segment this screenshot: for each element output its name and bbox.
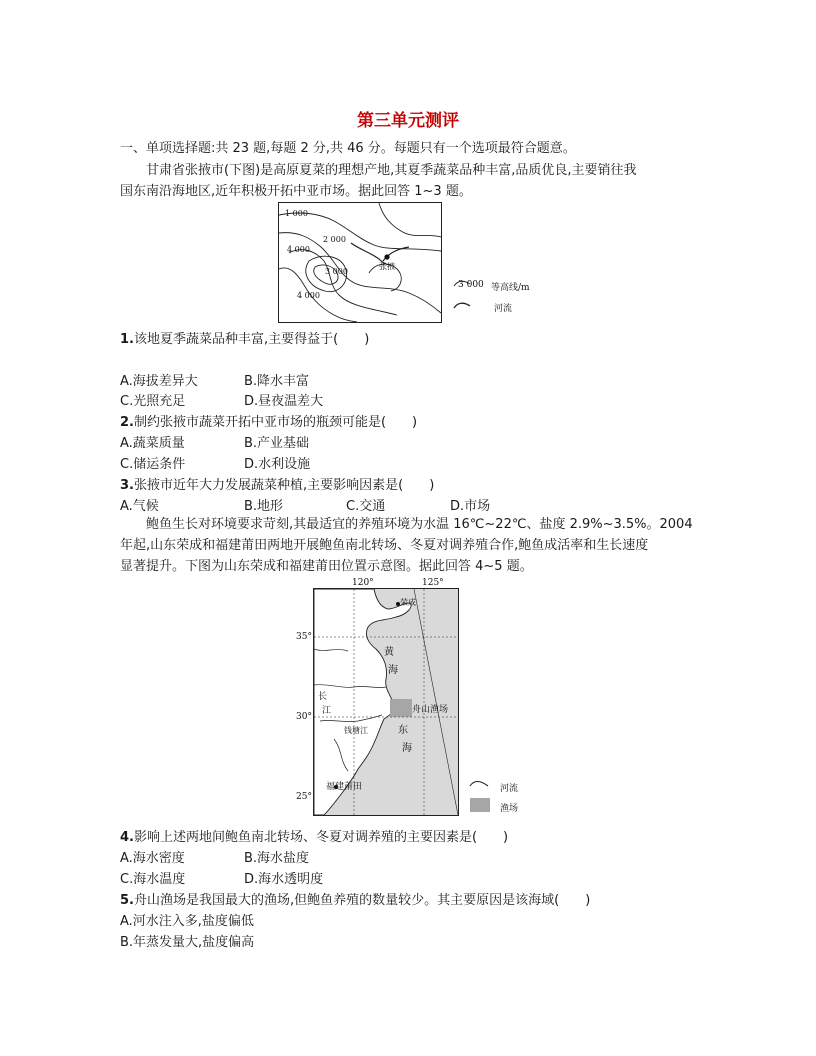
contour-label: 2 000 [323, 235, 346, 244]
contour-label: 4 000 [287, 245, 310, 254]
latitude-label: 35° [296, 632, 312, 642]
q3-option-c[interactable]: C.交通 [346, 499, 386, 514]
place-rongcheng: 荣成 [400, 598, 416, 607]
river-legend-label: 河流 [500, 784, 519, 794]
question-1 [120, 328, 369, 347]
place-qiantang-river: 钱塘江 [344, 726, 368, 735]
place-huanghai: 黄 [384, 647, 394, 658]
question-stem: 该地夏季蔬菜品种丰富,主要得益于( ) [133, 332, 370, 347]
question-number: 5. [120, 893, 134, 908]
page-title: 第三单元测评 [357, 111, 459, 131]
passage2-line1: 鲍鱼生长对环境要求苛刻,其最适宜的养殖环境为水温 16℃~22℃、盐度 2.9%~3.5%。2004 [146, 517, 693, 532]
question-number: 2. [120, 415, 134, 430]
question-stem: 制约张掖市蔬菜开拓中亚市场的瓶颈可能是( ) [133, 415, 418, 430]
fishery-legend-icon [470, 798, 490, 812]
contour-lines [279, 203, 441, 322]
q4-option-d[interactable]: D.海水透明度 [244, 872, 324, 887]
fishery-legend-label: 渔场 [500, 804, 519, 814]
q2-option-b[interactable]: B.产业基础 [244, 436, 310, 451]
question-number: 4. [120, 830, 134, 845]
contour-legend-value: 3 000 [458, 280, 484, 290]
river-legend-label: 河流 [494, 304, 513, 314]
section-heading: 一、单项选择题:共 23 题,每题 2 分,共 46 分。每题只有一个选项最符合题意。 [120, 141, 576, 156]
longitude-label: 120° [352, 578, 374, 588]
passage1-line1: 甘肃省张掖市(下图)是高原夏菜的理想产地,其夏季蔬菜品种丰富,品质优良,主要销往我 [146, 163, 637, 178]
contour-label: 1 000 [285, 209, 308, 218]
q1-option-a[interactable]: A.海拔差异大 [120, 374, 198, 389]
question-5 [120, 889, 590, 908]
q4-option-c[interactable]: C.海水温度 [120, 872, 186, 887]
question-4 [120, 826, 508, 845]
contour-label: 4 000 [297, 291, 320, 300]
place-donghai: 海 [402, 743, 412, 754]
q3-option-d[interactable]: D.市场 [450, 499, 491, 514]
question-2 [120, 411, 417, 430]
place-donghai: 东 [398, 725, 408, 736]
zhangye-contour-map [278, 202, 442, 323]
contour-label: 3 000 [325, 267, 348, 276]
q4-option-a[interactable]: A.海水密度 [120, 851, 185, 866]
longitude-label: 125° [422, 578, 444, 588]
question-number: 3. [120, 478, 134, 493]
q1-option-d[interactable]: D.昼夜温差大 [244, 394, 324, 409]
q5-option-a[interactable]: A.河水注入多,盐度偏低 [120, 914, 254, 929]
q2-option-d[interactable]: D.水利设施 [244, 457, 311, 472]
question-stem: 张掖市近年大力发展蔬菜种植,主要影响因素是( ) [133, 478, 435, 493]
river-legend-icon [454, 303, 470, 308]
q5-option-b[interactable]: B.年蒸发量大,盐度偏高 [120, 935, 255, 950]
latitude-label: 25° [296, 792, 312, 802]
q2-option-c[interactable]: C.储运条件 [120, 457, 186, 472]
q1-option-c[interactable]: C.光照充足 [120, 394, 186, 409]
place-changjiang: 长 [318, 692, 328, 702]
place-putian: 福建莆田 [326, 782, 363, 792]
question-stem: 舟山渔场是我国最大的渔场,但鲍鱼养殖的数量较少。其主要原因是该海域( ) [133, 893, 591, 908]
place-huanghai: 海 [388, 665, 398, 676]
q4-option-b[interactable]: B.海水盐度 [244, 851, 310, 866]
question-stem: 影响上述两地间鲍鱼南北转场、冬夏对调养殖的主要因素是( ) [133, 830, 509, 845]
map2-legend-symbols [468, 778, 494, 814]
contour-legend-label: 等高线/m [491, 283, 530, 293]
question-number: 1. [120, 332, 134, 347]
zhangye-city-dot [384, 254, 389, 259]
q1-option-b[interactable]: B.降水丰富 [244, 374, 310, 389]
latitude-label: 30° [296, 712, 312, 722]
question-3 [120, 474, 434, 493]
q3-option-a[interactable]: A.气候 [120, 499, 159, 514]
passage1-line2: 国东南沿海地区,近年积极开拓中亚市场。据此回答 1~3 题。 [120, 184, 472, 199]
q2-option-a[interactable]: A.蔬菜质量 [120, 436, 185, 451]
passage2-line3: 显著提升。下图为山东荣成和福建莆田位置示意图。据此回答 4~5 题。 [120, 559, 533, 574]
zhoushan-fishery [390, 699, 412, 717]
passage2-line2: 年起,山东荣成和福建莆田两地开展鲍鱼南北转场、冬夏对调养殖合作,鲍鱼成活率和生长速度 [120, 538, 649, 553]
q3-option-b[interactable]: B.地形 [244, 499, 284, 514]
city-label-zhangye: 张掖 [379, 262, 395, 271]
place-zhoushan: 舟山渔场 [412, 705, 449, 715]
place-changjiang: 江 [322, 706, 332, 716]
river-legend-icon [470, 782, 488, 787]
